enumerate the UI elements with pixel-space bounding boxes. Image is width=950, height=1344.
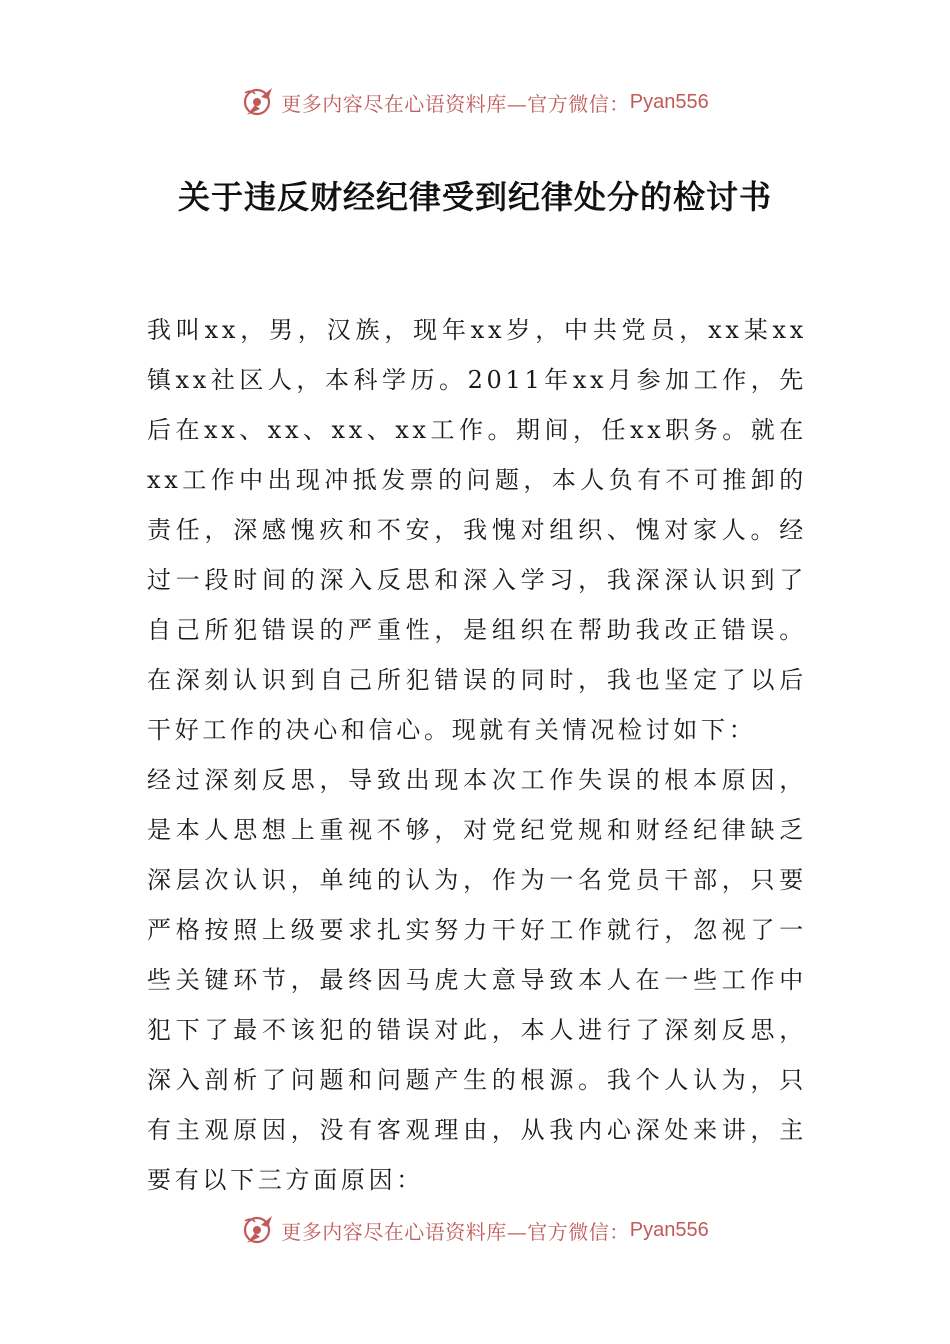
pen-nib-logo-icon — [241, 1213, 275, 1247]
paragraph-1: 我叫xx，男，汉族，现年xx岁，中共党员，xx某xx镇xx社区人，本科学历。2011年xx月参加工作，先后在xx、xx、xx、xx工作。期间，任xx职务。就在xx工作中出现冲抵发票的问题，本人负有不可推卸的责任，深感愧疚和不安，我愧对组织、愧对家人。经过一段时间的深入反思和深入学习，我深深认识到了自己所犯错误的严重性，是组织在帮助我改正错误。在深刻认识到自己所犯错误的同时，我也坚定了以后干好工作的决心和信心。现就有关情况检讨如下： — [147, 316, 807, 744]
watermark-text: 更多内容尽在心语资料库—官方微信： — [281, 1219, 630, 1244]
header-watermark — [0, 82, 950, 122]
watermark-text: 更多内容尽在心语资料库—官方微信： — [281, 91, 630, 116]
footer-watermark — [0, 1210, 950, 1250]
document-title: 关于违反财经纪律受到纪律处分的检讨书 — [177, 178, 772, 216]
watermark-handle: Pyan556 — [629, 90, 709, 113]
pen-nib-logo-icon — [241, 85, 275, 119]
paragraph-2: 经过深刻反思，导致出现本次工作失误的根本原因，是本人思想上重视不够，对党纪党规和财经纪律缺乏深层次认识，单纯的认为，作为一名党员干部，只要严格按照上级要求扎实努力干好工作就行，忽视了一些关键环节，最终因马虎大意导致本人在一些工作中犯下了最不该犯的错误对此，本人进行了深刻反思，深入剖析了问题和问题产生的根源。我个人认为，只有主观原因，没有客观理由，从我内心深处来讲，主要有以下三方面原因： — [147, 766, 807, 1194]
document-body — [147, 305, 807, 1205]
watermark-handle: Pyan556 — [629, 1218, 709, 1241]
